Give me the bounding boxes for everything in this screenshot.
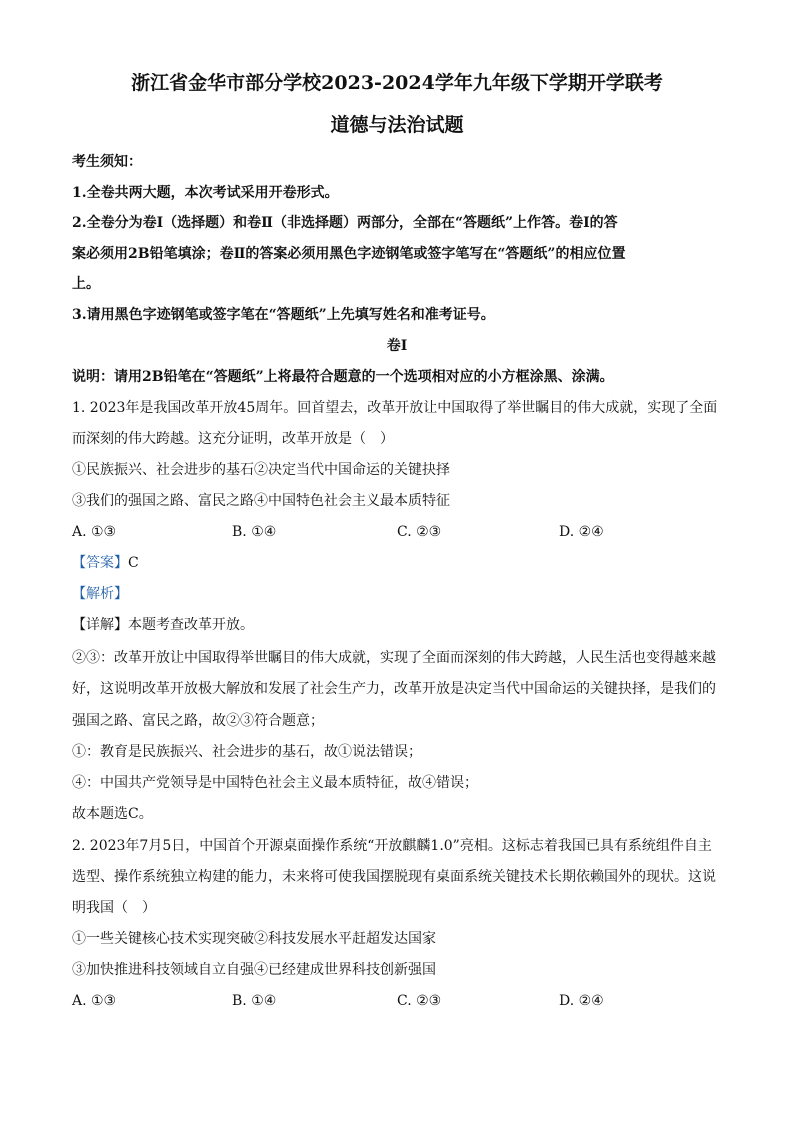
q2-statement: ③加快推进科技领域自立自强④已经建成世界科技创新强国 [72, 962, 436, 978]
q1-stem-line: 1. 2023年是我国改革开放45周年。回首望去，改革开放让中国取得了举世瞩目的伟大成就，实现了全面 [72, 400, 718, 416]
q1-explanation-line: 故本题选C。 [72, 806, 153, 822]
q1-option-d[interactable]: D. ②④ [559, 524, 604, 540]
exam-subtitle: 道德与法治试题 [330, 114, 464, 136]
q1-option-c[interactable]: C. ②③ [397, 524, 442, 540]
detail-tag: 【详解】 [72, 617, 128, 633]
q1-explanation-line: ②③：改革开放让中国取得举世瞩目的伟大成就，实现了全面而深刻的伟大跨越，人民生活也变得越来越 [72, 650, 716, 666]
q2-options [72, 991, 732, 1011]
answer-tag: 【答案】 [72, 555, 128, 571]
notice-item: 3.请用黑色字迹钢笔或签字笔在“答题纸”上先填写姓名和准考证号。 [72, 307, 495, 323]
q1-explanation-line: 强国之路、富民之路，故②③符合题意； [72, 713, 324, 729]
q1-explanation-line: ①：教育是民族振兴、社会进步的基石，故①说法错误； [72, 744, 422, 760]
section-title: 卷Ⅰ [386, 338, 408, 354]
section-instruction: 说明：请用2B铅笔在“答题纸”上将最符合题意的一个选项相对应的小方框涂黑、涂满。 [72, 369, 614, 385]
notice-item: 上。 [72, 276, 100, 292]
exam-title: 浙江省金华市部分学校2023-2024学年九年级下学期开学联考 [131, 72, 663, 94]
q1-option-a[interactable]: A. ①③ [72, 524, 117, 540]
answer-value: C [128, 555, 139, 571]
q2-option-c[interactable]: C. ②③ [397, 993, 442, 1009]
q1-options [72, 522, 732, 542]
q1-explanation-line: ④：中国共产党领导是中国特色社会主义最本质特征，故④错误； [72, 775, 478, 791]
q1-statement: ①民族振兴、社会进步的基石②决定当代中国命运的关键抉择 [72, 462, 450, 478]
q1-analysis-line [72, 584, 732, 604]
detail-intro: 本题考查改革开放。 [128, 617, 254, 633]
q1-option-b[interactable]: B. ①④ [232, 524, 277, 540]
q2-stem-line: 2. 2023年7月5日，中国首个开源桌面操作系统“开放麒麟1.0”亮相。这标志着我国已具有系统组件自主 [72, 838, 712, 854]
q1-statement: ③我们的强国之路、富民之路④中国特色社会主义最本质特征 [72, 493, 450, 509]
q2-stem-line: 明我国（ ） [72, 900, 156, 916]
notice-heading: 考生须知： [72, 154, 142, 170]
q1-explanation-line: 好，这说明改革开放极大解放和发展了社会生产力，改革开放是决定当代中国命运的关键抉择，是我们的 [72, 681, 716, 697]
q2-option-d[interactable]: D. ②④ [559, 993, 604, 1009]
q1-answer-line [72, 553, 732, 573]
notice-item: 2.全卷分为卷Ⅰ（选择题）和卷Ⅱ（非选择题）两部分，全部在“答题纸”上作答。卷Ⅰ的答 [72, 215, 618, 231]
q1-stem-line: 而深刻的伟大跨越。这充分证明，改革开放是（ ） [72, 431, 394, 447]
q2-statement: ①一些关键核心技术实现突破②科技发展水平赶超发达国家 [72, 931, 436, 947]
q2-stem-line: 选型、操作系统独立构建的能力，未来将可使我国摆脱现有桌面系统关键技术长期依赖国外的现状。这说 [72, 869, 716, 885]
q2-option-b[interactable]: B. ①④ [232, 993, 277, 1009]
notice-item: 1.全卷共两大题，本次考试采用开卷形式。 [72, 185, 339, 201]
q2-option-a[interactable]: A. ①③ [72, 993, 117, 1009]
notice-item: 案必须用2B铅笔填涂；卷Ⅱ的答案必须用黑色字迹钢笔或签字笔写在“答题纸”的相应位置 [72, 246, 626, 262]
q1-detail-line [72, 615, 732, 635]
analysis-tag: 【解析】 [72, 586, 128, 602]
